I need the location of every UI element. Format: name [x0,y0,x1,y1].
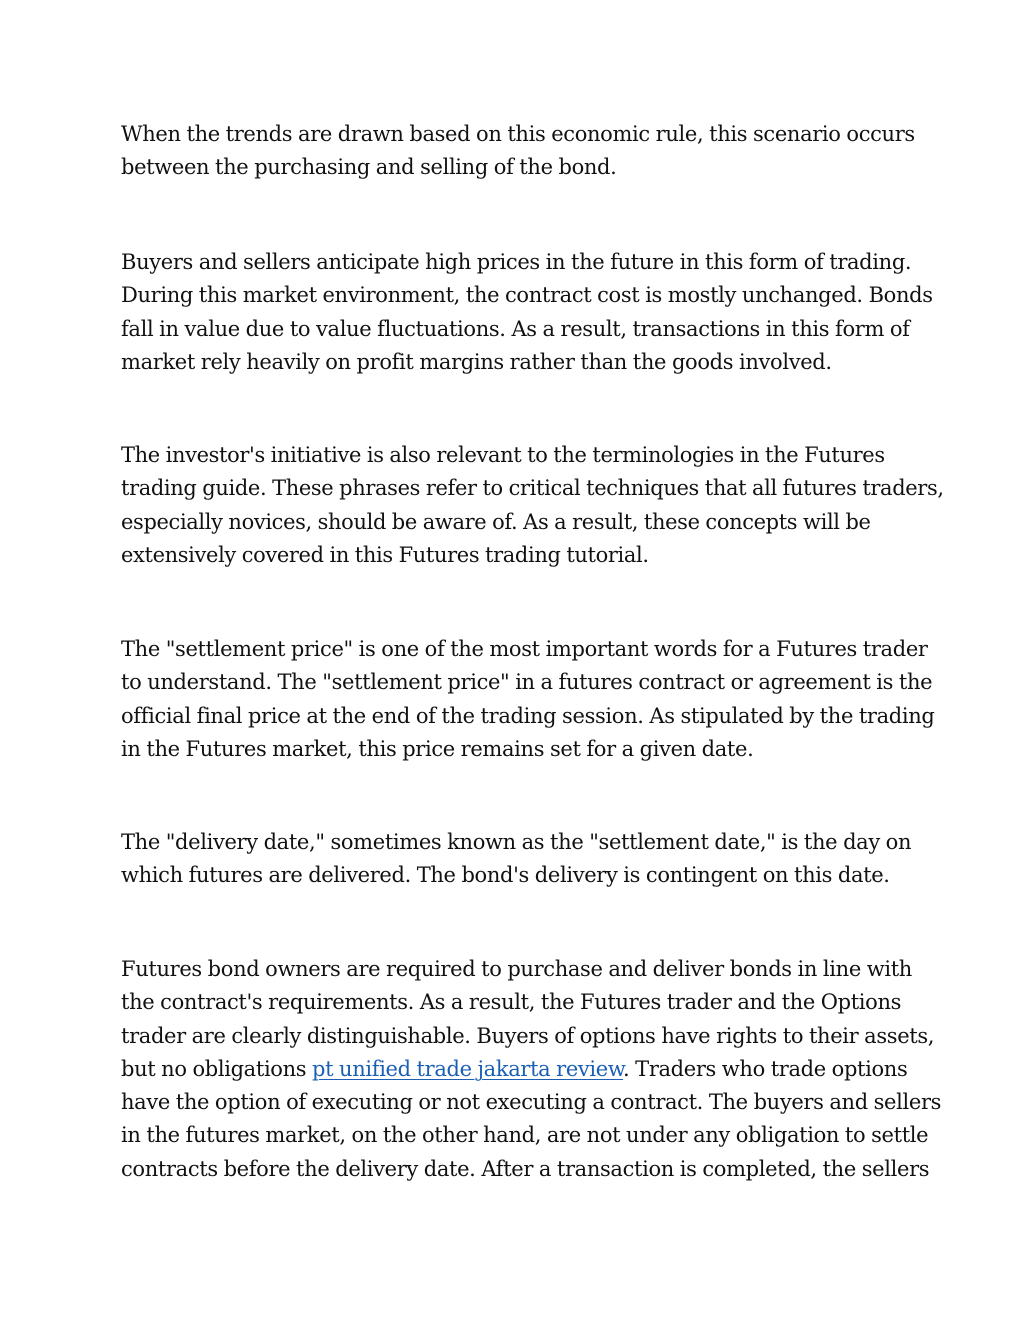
text-line: extensively covered in this Futures trading tutorial. [121,542,649,567]
link-line-before: but no obligations [121,1056,313,1081]
text-line: Futures bond owners are required to purchase and deliver bonds in line with [121,957,912,981]
text-line: especially novices, should be aware of. As a result, these concepts will be [121,509,871,534]
text-line: market rely heavily on profit margins rather than the goods involved. [121,349,832,374]
text-line: between the purchasing and selling of the bond. [121,155,617,180]
paragraph-2 [121,246,933,379]
text-line: The "settlement price" is one of the most important words for a Futures trader [121,637,928,661]
text-line: in the futures market, on the other hand, are not under any obligation to settle [121,1123,929,1148]
text-line: in the Futures market, this price remains set for a given date. [121,736,754,761]
text-line: contracts before the delivery date. After a transaction is completed, the sellers [121,1156,930,1181]
paragraph-6 [121,953,942,1186]
text-line: During this market environment, the contract cost is mostly unchanged. Bonds [121,283,933,308]
paragraph-3 [121,439,944,572]
text-line: to understand. The "settlement price" in a futures contract or agreement is the [121,670,933,695]
text-line: Buyers and sellers anticipate high prices in the future in this form of trading. [121,250,912,274]
paragraph-5 [121,826,921,893]
text-line: trading guide. These phrases refer to critical techniques that all futures traders, [121,476,944,501]
text-line: trader are clearly distinguishable. Buyers of options have rights to their assets, [121,1023,935,1048]
paragraph-4 [121,633,935,766]
text-line: have the option of executing or not executing a contract. The buyers and sellers [121,1090,942,1115]
text-line: The "delivery date," sometimes known as the "settlement date," is the day on [121,830,912,854]
text-line: The investor's initiative is also relevant to the terminologies in the Futures [121,443,885,467]
text-line: fall in value due to value fluctuations. As a result, transactions in this form of [121,316,910,341]
text-line: the contract's requirements. As a result, the Futures trader and the Options [121,990,902,1015]
paragraph-1 [121,118,921,185]
link-line-after: . Traders who trade options [623,1056,908,1081]
review-link[interactable]: pt unified trade jakarta review [312,1056,624,1081]
text-line: When the trends are drawn based on this economic rule, this scenario occurs [121,122,915,146]
text-line: which futures are delivered. The bond's delivery is contingent on this date. [121,863,890,888]
text-line: official final price at the end of the trading session. As stipulated by the trading [121,703,935,728]
text-line-with-link [121,1053,921,1086]
